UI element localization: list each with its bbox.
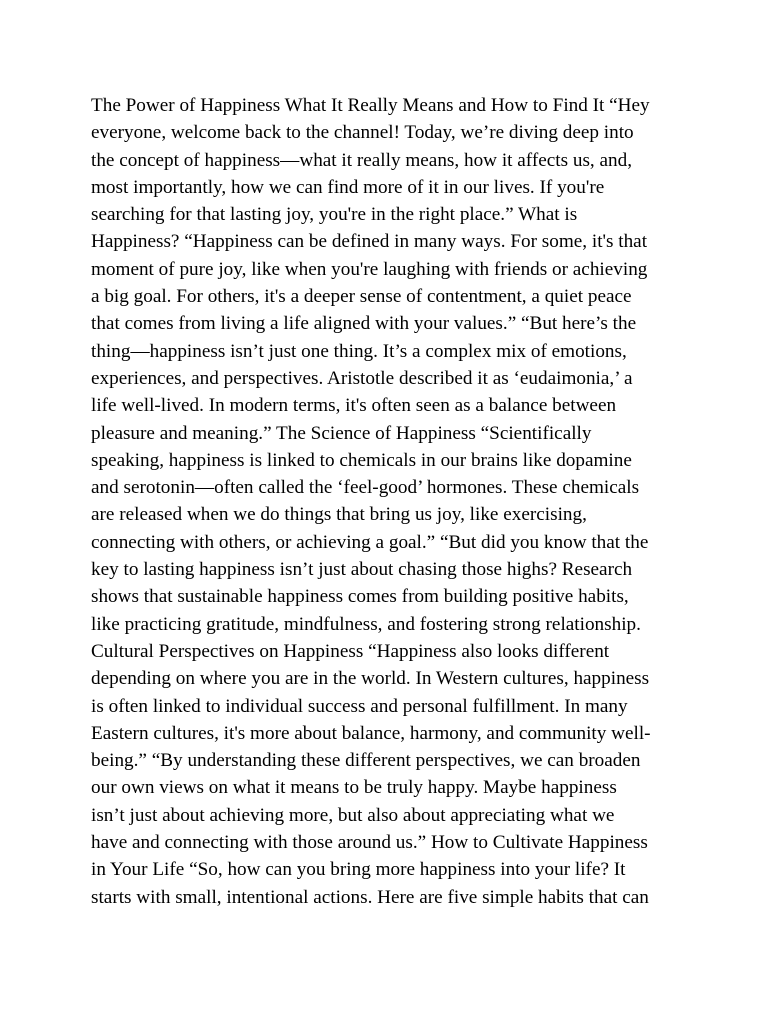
text-line: our own views on what it means to be truly happy. Maybe happiness bbox=[91, 777, 617, 799]
text-line: speaking, happiness is linked to chemicals in our brains like dopamine bbox=[91, 449, 632, 471]
text-line: are released when we do things that bring us joy, like exercising, bbox=[91, 504, 587, 526]
text-line: in Your Life “So, how can you bring more happiness into your life? It bbox=[91, 859, 626, 881]
text-line: and serotonin—often called the ‘feel-good’ hormones. These chemicals bbox=[91, 477, 640, 499]
text-line: most importantly, how we can find more of it in our lives. If you're bbox=[91, 176, 605, 198]
text-line: is often linked to individual success and personal fulfillment. In many bbox=[91, 695, 628, 717]
text-line: Happiness? “Happiness can be defined in many ways. For some, it's that bbox=[91, 231, 648, 253]
text-line: key to lasting happiness isn’t just about chasing those highs? Research bbox=[91, 559, 633, 581]
text-line: pleasure and meaning.” The Science of Happiness “Scientifically bbox=[91, 422, 592, 444]
text-line: isn’t just about achieving more, but also about appreciating what we bbox=[91, 804, 615, 826]
body-text bbox=[91, 92, 683, 911]
text-line: Cultural Perspectives on Happiness “Happiness also looks different bbox=[91, 640, 610, 662]
text-line: life well-lived. In modern terms, it's often seen as a balance between bbox=[91, 395, 617, 417]
text-line: that comes from living a life aligned with your values.” “But here’s the bbox=[91, 313, 637, 335]
text-line: moment of pure joy, like when you're laughing with friends or achieving bbox=[91, 258, 648, 280]
text-line: a big goal. For others, it's a deeper sense of contentment, a quiet peace bbox=[91, 286, 632, 308]
text-line: everyone, welcome back to the channel! Today, we’re diving deep into bbox=[91, 122, 634, 144]
text-line: shows that sustainable happiness comes from building positive habits, bbox=[91, 586, 629, 608]
text-line: starts with small, intentional actions. Here are five simple habits that can bbox=[91, 886, 649, 908]
text-line: have and connecting with those around us.” How to Cultivate Happiness bbox=[91, 832, 648, 854]
text-line: searching for that lasting joy, you're in the right place.” What is bbox=[91, 204, 578, 226]
text-line: thing—happiness isn’t just one thing. It’s a complex mix of emotions, bbox=[91, 340, 627, 362]
text-line: the concept of happiness—what it really means, how it affects us, and, bbox=[91, 149, 633, 171]
text-line: connecting with others, or achieving a goal.” “But did you know that the bbox=[91, 531, 649, 553]
text-line: depending on where you are in the world. In Western cultures, happiness bbox=[91, 668, 650, 690]
text-line: experiences, and perspectives. Aristotle described it as ‘eudaimonia,’ a bbox=[91, 367, 633, 389]
text-line: being.” “By understanding these different perspectives, we can broaden bbox=[91, 750, 641, 772]
text-line: The Power of Happiness What It Really Means and How to Find It “Hey bbox=[91, 95, 650, 116]
text-line: like practicing gratitude, mindfulness, and fostering strong relationship. bbox=[91, 613, 641, 635]
text-line: Eastern cultures, it's more about balance, harmony, and community well- bbox=[91, 722, 651, 744]
